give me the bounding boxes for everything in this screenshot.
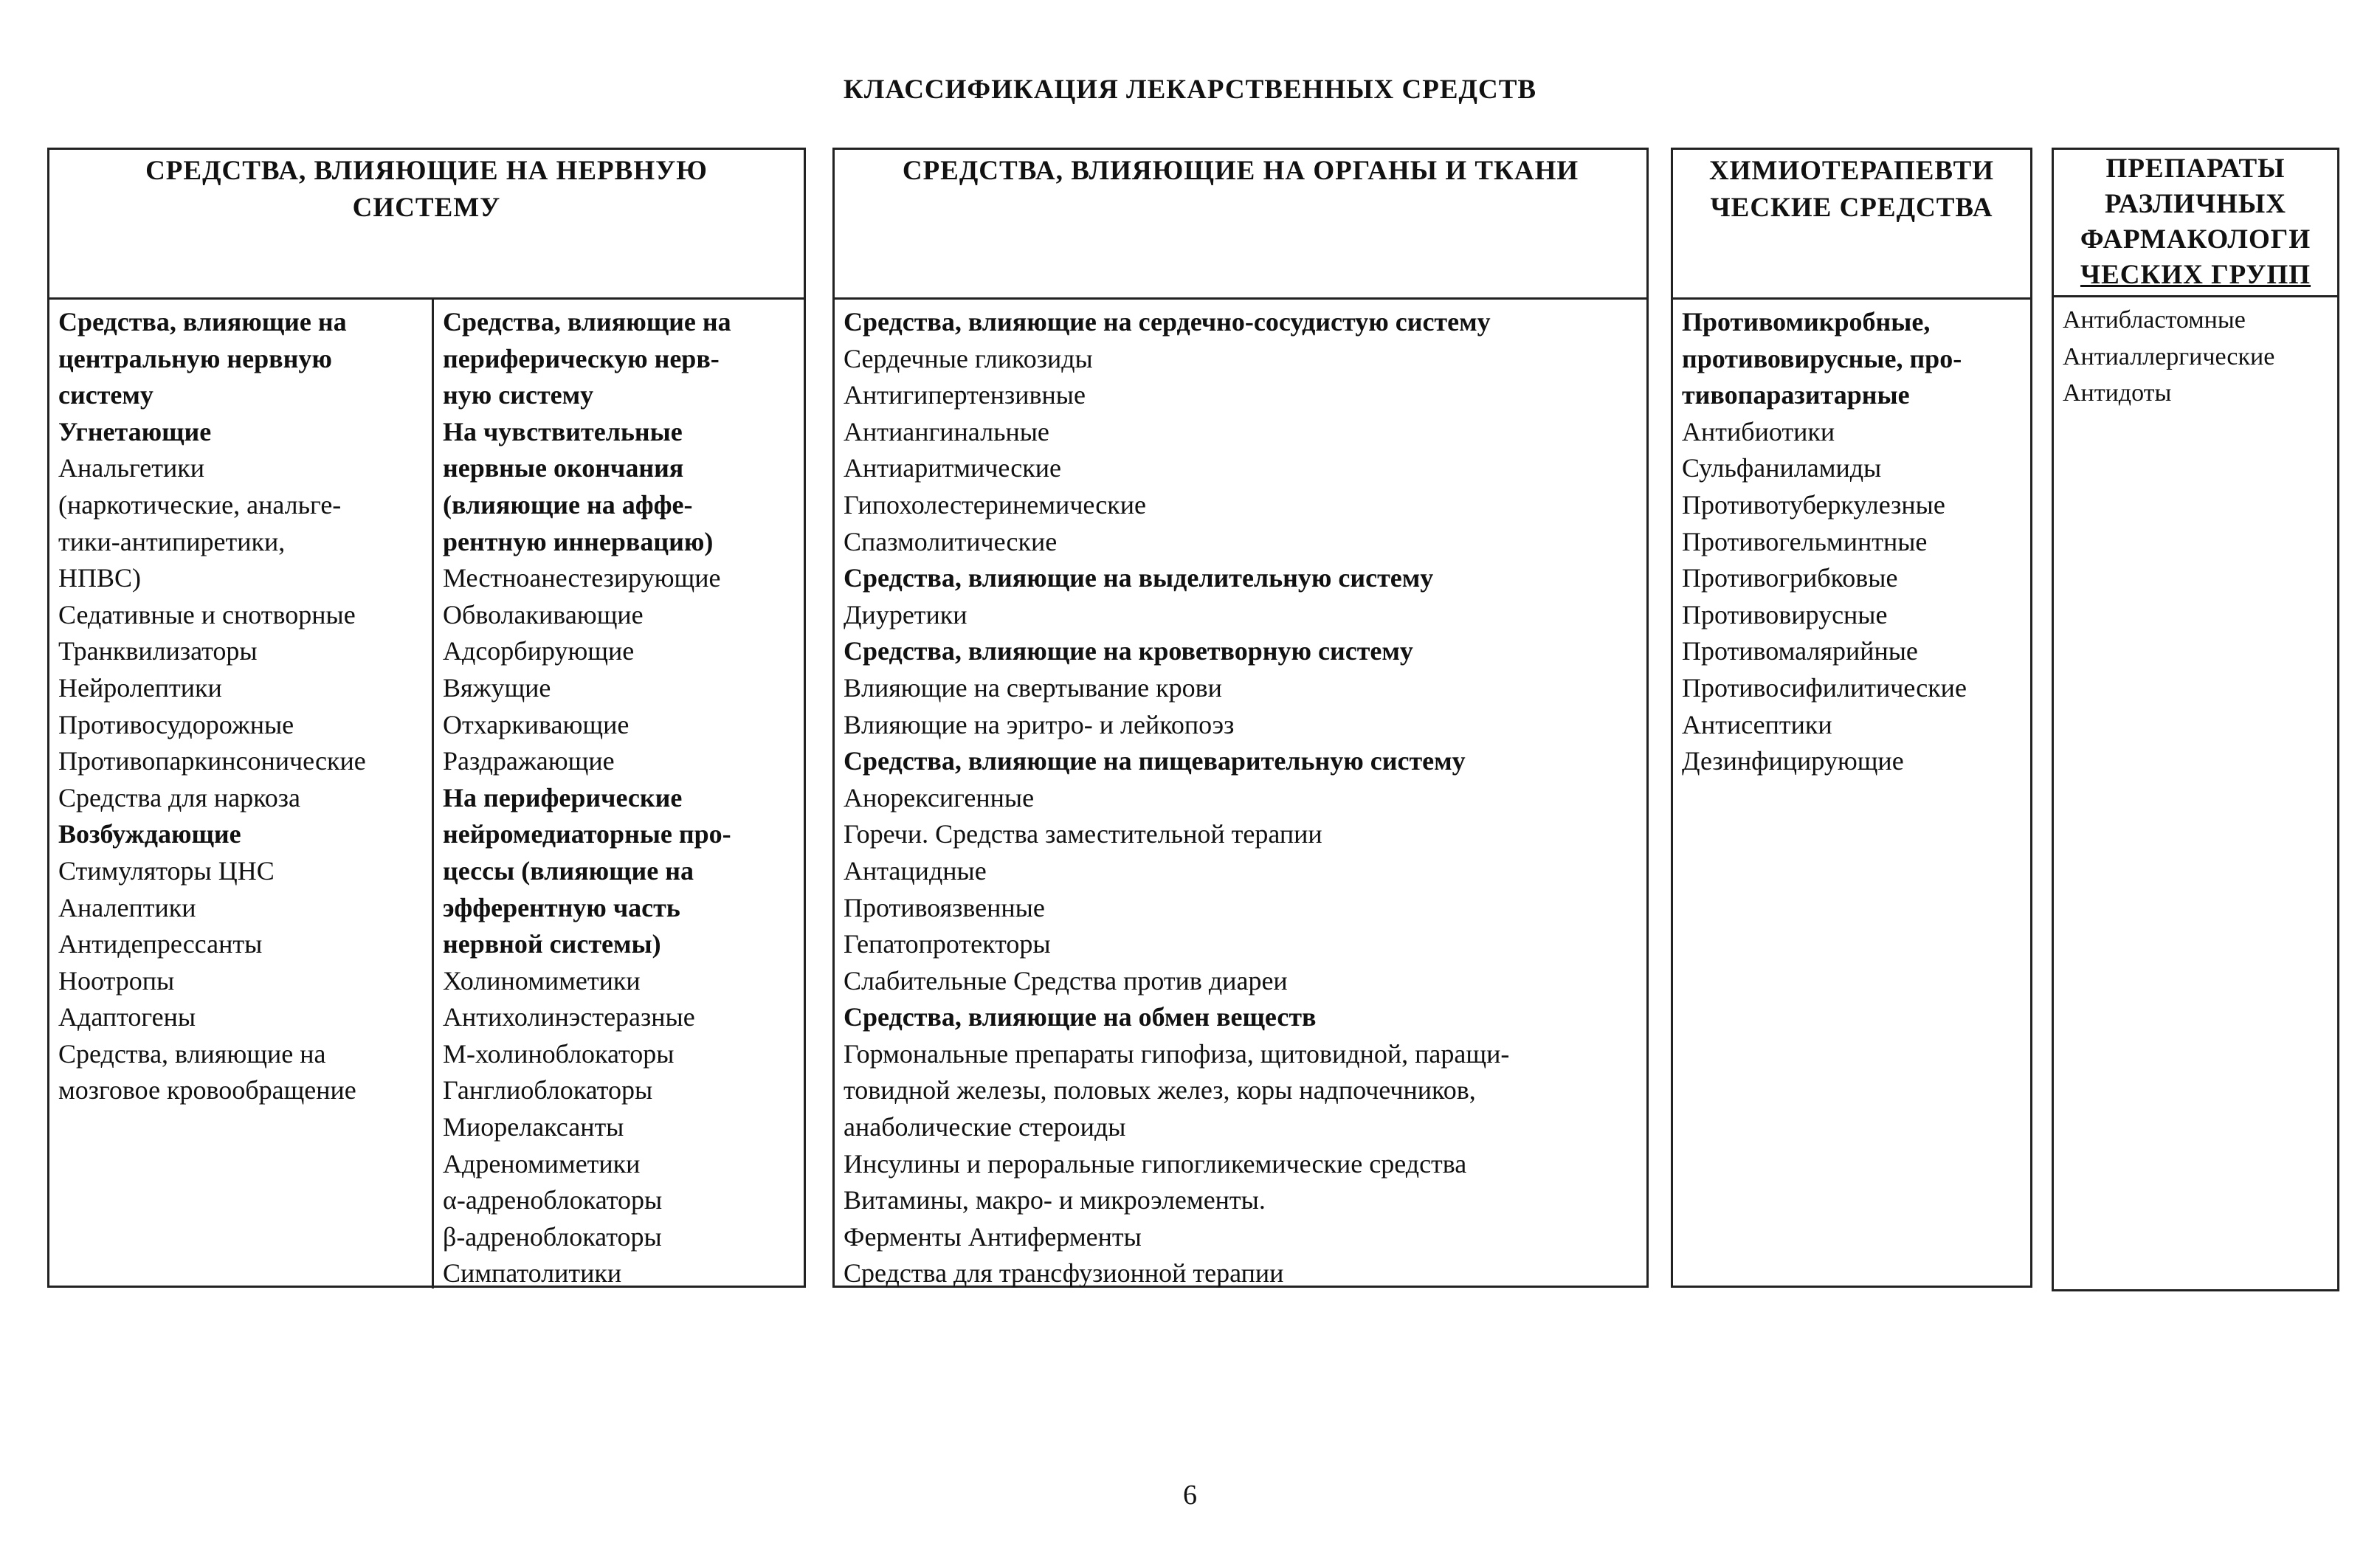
list-item: Ноотропы	[58, 965, 175, 996]
list-item: Противоязвенные	[844, 892, 1045, 922]
list-item: Антиаллергические	[2063, 342, 2275, 370]
column-central-nervous	[49, 300, 432, 1288]
list-item: Противовирусные	[1682, 599, 1888, 629]
list-item: Антацидные	[844, 855, 987, 886]
list-item: β-адреноблокаторы	[443, 1221, 662, 1252]
panel-organs-tissues	[832, 148, 1649, 1288]
section-heading: ную систему	[443, 380, 594, 410]
section-heading: Угнетающие	[58, 416, 212, 446]
list-item: Горечи. Средства заместительной терапии	[844, 819, 1322, 849]
list-item: Сердечные гликозиды	[844, 343, 1093, 373]
list-item: Ферменты Антиферменты	[844, 1221, 1142, 1252]
list-item: Транквилизаторы	[58, 636, 258, 666]
section-heading: систему	[58, 380, 154, 410]
header-line: ЧЕСКИЕ СРЕДСТВА	[1710, 193, 1993, 223]
list-item: Диуретики	[844, 599, 967, 629]
list-item: (наркотические, анальге-	[58, 489, 342, 520]
list-item: Миорелаксанты	[443, 1112, 624, 1142]
list-item: Антибластомные	[2063, 306, 2246, 334]
list-item: Дезинфицирующие	[1682, 746, 1904, 776]
list-item: Адреномиметики	[443, 1148, 641, 1179]
list-item: Анальгетики	[58, 453, 204, 483]
header-line: СИСТЕМУ	[352, 193, 501, 223]
list-item: Витамины, макро- и микроэлементы.	[844, 1185, 1266, 1215]
list-item: Противотуберкулезные	[1682, 489, 1945, 520]
list-item: Обволакивающие	[443, 599, 644, 629]
section-heading: Противомикробные,	[1682, 307, 1931, 337]
list-item: Антидепрессанты	[58, 929, 263, 959]
list-item: Противомалярийные	[1682, 636, 1918, 666]
column-organs-tissues	[835, 300, 1646, 1288]
list-item: Антибиотики	[1682, 416, 1835, 446]
list-item: Средства, влияющие на	[58, 1038, 326, 1069]
header-line: РАЗЛИЧНЫХ	[2105, 189, 2286, 219]
section-heading: Возбуждающие	[58, 819, 241, 849]
panel-various-groups	[2052, 148, 2339, 1291]
list-item: Слабительные Средства против диареи	[844, 965, 1288, 996]
list-item: товидной железы, половых желез, коры надпочечников,	[844, 1075, 1476, 1105]
list-item: Спазмолитические	[844, 526, 1058, 556]
list-item: Гепатопротекторы	[844, 929, 1051, 959]
section-heading: цессы (влияющие на	[443, 855, 694, 886]
list-item: Стимуляторы ЦНС	[58, 855, 275, 886]
section-heading: эфферентную часть	[443, 892, 680, 922]
list-item: Антиаритмические	[844, 453, 1061, 483]
list-item: Нейролептики	[58, 672, 222, 703]
panel-header	[49, 150, 804, 300]
section-heading: Средства, влияющие на	[58, 307, 347, 337]
section-heading: тивопаразитарные	[1682, 380, 1910, 410]
section-heading: Средства, влияющие на пищеварительную систему	[844, 746, 1466, 776]
list-item: Влияющие на эритро- и лейкопоэз	[844, 709, 1235, 739]
list-item: Антигипертензивные	[844, 380, 1086, 410]
column-various-groups	[2054, 297, 2337, 1286]
list-item: Антиангинальные	[844, 416, 1049, 446]
list-item: Адаптогены	[58, 1002, 196, 1032]
list-item: анаболические стероиды	[844, 1112, 1126, 1142]
list-item: Противосудорожные	[58, 709, 294, 739]
list-item: Холиномиметики	[443, 965, 641, 996]
list-item: Седативные и снотворные	[58, 599, 356, 629]
column-chemotherapeutic	[1673, 300, 2030, 1288]
header-line: ЧЕСКИХ ГРУПП	[2080, 260, 2311, 290]
list-item: НПВС)	[58, 563, 142, 593]
section-heading: (влияющие на аффе-	[443, 489, 693, 520]
list-item: Вяжущие	[443, 672, 551, 703]
section-heading: Средства, влияющие на выделительную систему	[844, 563, 1434, 593]
section-heading: На чувствительные	[443, 416, 683, 446]
section-heading: противовирусные, про-	[1682, 343, 1962, 373]
list-item: Противогрибковые	[1682, 563, 1898, 593]
section-heading: нервные окончания	[443, 453, 684, 483]
list-item: Средства для трансфузионной терапии	[844, 1258, 1284, 1288]
section-heading: Средства, влияющие на	[443, 307, 731, 337]
section-heading: центральную нервную	[58, 343, 332, 373]
list-item: Раздражающие	[443, 746, 615, 776]
panel-header	[2054, 150, 2337, 297]
list-item: Ганглиоблокаторы	[443, 1075, 653, 1105]
header-line: СРЕДСТВА, ВЛИЯЮЩИЕ НА ОРГАНЫ И ТКАНИ	[902, 156, 1579, 186]
panel-header	[1673, 150, 2030, 300]
list-item: Анорексигенные	[844, 782, 1035, 812]
list-item: Симпатолитики	[443, 1258, 622, 1288]
header-line: ПРЕПАРАТЫ	[2105, 153, 2286, 184]
list-item: Местноанестезирующие	[443, 563, 721, 593]
column-peripheral-nervous	[432, 300, 804, 1288]
panel-header	[835, 150, 1646, 300]
list-item: Инсулины и пероральные гипогликемические средства	[844, 1148, 1467, 1179]
panel-nervous-system	[47, 148, 806, 1288]
header-line: ХИМИОТЕРАПЕВТИ	[1708, 156, 1995, 186]
list-item: Антисептики	[1682, 709, 1832, 739]
list-item: Противопаркинсонические	[58, 746, 366, 776]
section-heading: Средства, влияющие на обмен веществ	[844, 1002, 1317, 1032]
list-item: Аналептики	[58, 892, 196, 922]
list-item: мозговое кровообращение	[58, 1075, 356, 1105]
header-line: ФАРМАКОЛОГИ	[2080, 224, 2311, 255]
header-line: СРЕДСТВА, ВЛИЯЮЩИЕ НА НЕРВНУЮ	[145, 156, 708, 186]
list-item: Отхаркивающие	[443, 709, 630, 739]
section-heading: периферическую нерв-	[443, 343, 720, 373]
panel-chemotherapeutic	[1671, 148, 2032, 1288]
page-number: 6	[1183, 1480, 1197, 1511]
section-heading: Средства, влияющие на сердечно-сосудистую систему	[844, 307, 1491, 337]
list-item: Антихолинэстеразные	[443, 1002, 695, 1032]
section-heading: рентную иннервацию)	[443, 526, 714, 556]
section-heading: На периферические	[443, 782, 683, 812]
list-item: Противогельминтные	[1682, 526, 1928, 556]
list-item: Влияющие на свертывание крови	[844, 672, 1222, 703]
list-item: Противосифилитические	[1682, 672, 1967, 703]
page-title: КЛАССИФИКАЦИЯ ЛЕКАРСТВЕННЫХ СРЕДСТВ	[843, 75, 1537, 105]
section-heading: Средства, влияющие на кроветворную систему	[844, 636, 1413, 666]
list-item: Антидоты	[2063, 379, 2172, 407]
list-item: Адсорбирующие	[443, 636, 635, 666]
section-heading: нервной системы)	[443, 929, 661, 959]
list-item: тики-антипиретики,	[58, 526, 286, 556]
list-item: Сульфаниламиды	[1682, 453, 1882, 483]
list-item: Гормональные препараты гипофиза, щитовидной, паращи-	[844, 1038, 1510, 1069]
list-item: М-холиноблокаторы	[443, 1038, 675, 1069]
list-item: Гипохолестеринемические	[844, 489, 1147, 520]
list-item: α-адреноблокаторы	[443, 1185, 663, 1215]
list-item: Средства для наркоза	[58, 782, 300, 812]
section-heading: нейромедиаторные про-	[443, 819, 731, 849]
